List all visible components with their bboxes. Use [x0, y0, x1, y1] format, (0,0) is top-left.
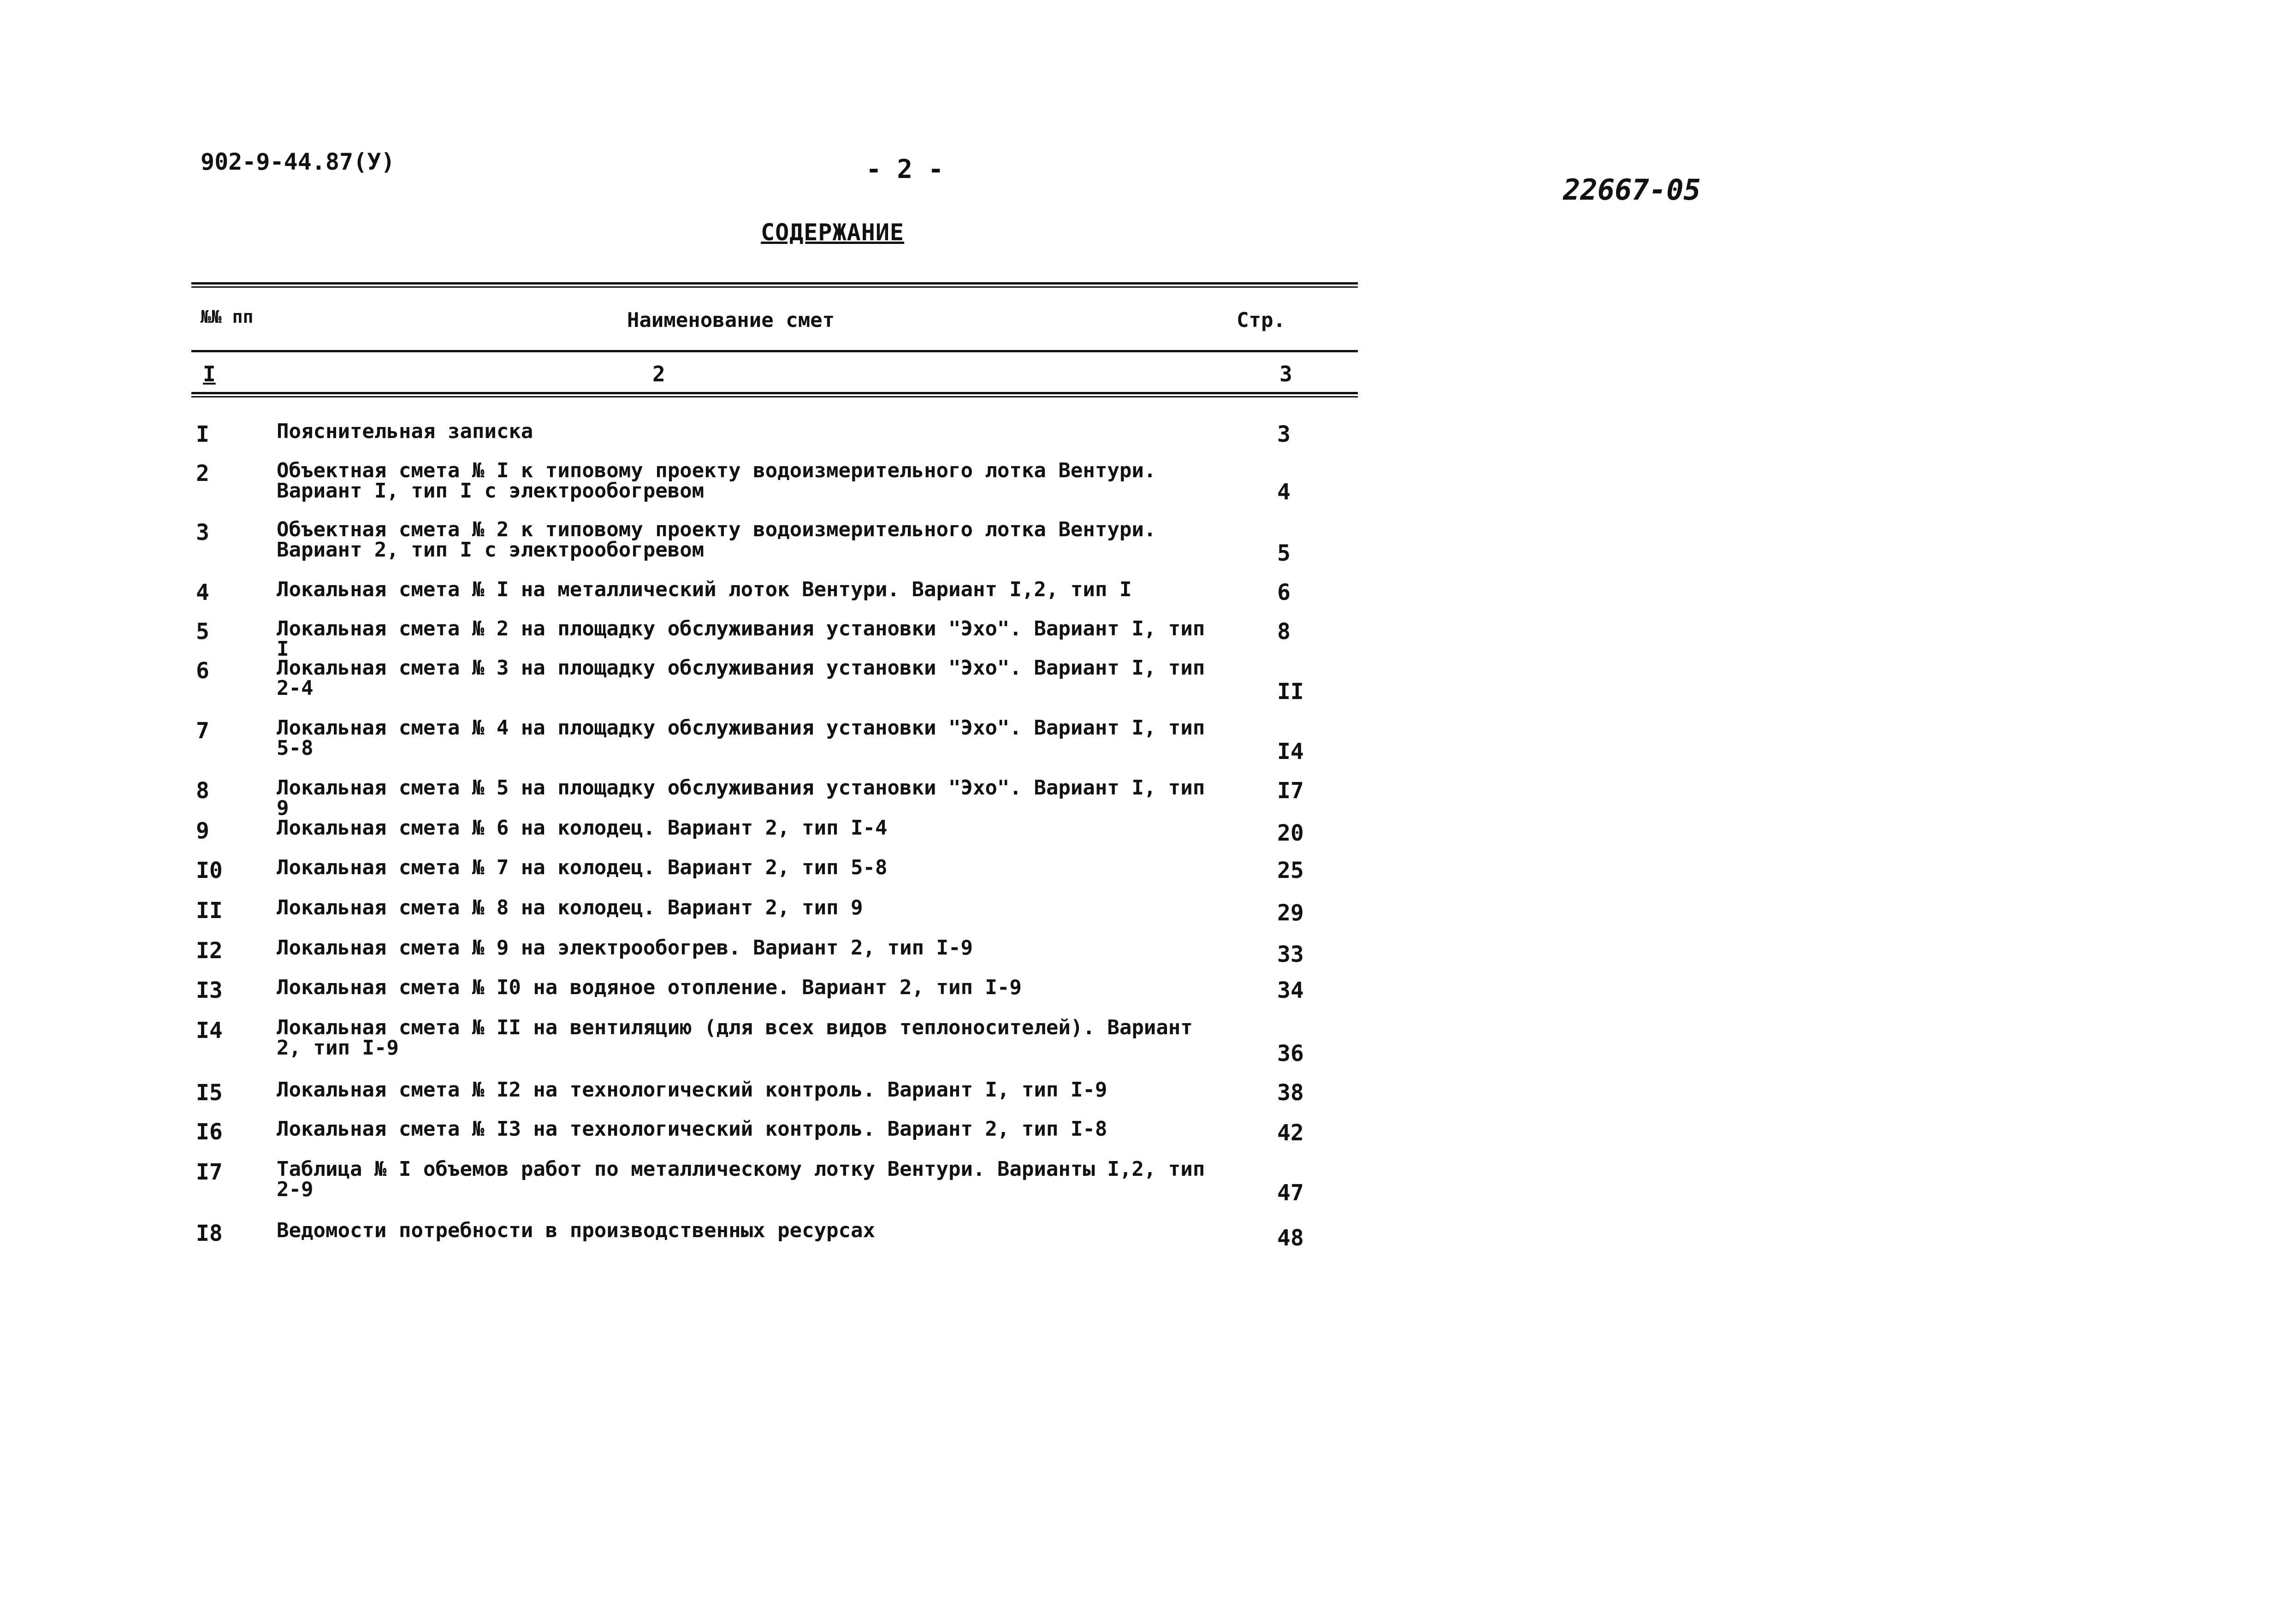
row-number: I6 — [196, 1119, 223, 1145]
row-page: 42 — [1277, 1120, 1304, 1146]
row-page: 25 — [1277, 858, 1304, 883]
row-page: 33 — [1277, 942, 1304, 967]
row-number: 5 — [196, 619, 209, 645]
row-page: 36 — [1277, 1041, 1304, 1067]
row-title: Локальная смета № II на вентиляцию (для всех видов теплоносителей). Вариант 2, тип I-9 — [277, 1016, 1193, 1060]
column-number-2: 2 — [652, 362, 665, 386]
row-number: I7 — [196, 1159, 223, 1185]
top-rule — [191, 282, 1358, 288]
row-page: 20 — [1277, 820, 1304, 846]
row-number: 3 — [196, 520, 209, 545]
archive-number: 22667-05 — [1563, 173, 1701, 207]
row-page: 48 — [1277, 1225, 1304, 1251]
row-number: 6 — [196, 658, 209, 684]
row-number: II — [196, 898, 223, 924]
row-title: Локальная смета № 6 на колодец. Вариант 2, тип I-4 — [277, 816, 888, 840]
row-page: 6 — [1277, 580, 1291, 605]
row-title: Таблица № I объемов работ по металлическому лотку Вентури. Варианты I,2, тип 2-9 — [277, 1157, 1205, 1201]
row-number: 4 — [196, 580, 209, 605]
row-title: Объектная смета № 2 к типовому проекту водоизмерительного лотка Вентури. Вариант 2, тип I с электрообогревом — [277, 518, 1156, 562]
document-code: 902-9-44.87(У) — [201, 148, 395, 175]
column-header-page: Стр. — [1237, 308, 1285, 332]
column-number-rule — [191, 392, 1358, 397]
row-title: Локальная смета № 2 на площадку обслуживания установки "Эхо". Вариант I, тип I — [277, 617, 1205, 661]
row-page: 8 — [1277, 619, 1291, 645]
row-number: I4 — [196, 1018, 223, 1043]
table-header — [191, 288, 1358, 350]
row-number: 7 — [196, 718, 209, 744]
row-page: 47 — [1277, 1180, 1304, 1206]
row-title: Локальная смета № I2 на технологический контроль. Вариант I, тип I-9 — [277, 1078, 1108, 1102]
row-number: I — [196, 421, 209, 447]
row-title: Локальная смета № 5 на площадку обслуживания установки "Эхо". Вариант I, тип 9 — [277, 776, 1205, 820]
row-title: Ведомости потребности в производственных ресурсах — [277, 1219, 876, 1242]
row-page: II — [1277, 679, 1304, 705]
row-title: Локальная смета № I0 на водяное отопление. Вариант 2, тип I-9 — [277, 976, 1022, 999]
contents-table — [191, 282, 1358, 1251]
row-page: I4 — [1277, 739, 1304, 765]
row-title: Локальная смета № 8 на колодец. Вариант 2, тип 9 — [277, 896, 863, 919]
row-number: 8 — [196, 778, 209, 804]
row-number: I8 — [196, 1221, 223, 1246]
row-page: 3 — [1277, 421, 1291, 447]
row-title: Локальная смета № I3 на технологический контроль. Вариант 2, тип I-8 — [277, 1117, 1108, 1141]
row-title: Объектная смета № I к типовому проекту водоизмерительного лотка Вентури. Вариант I, тип I с электрообогревом — [277, 459, 1156, 503]
column-header-number: №№ пп — [201, 307, 254, 327]
column-header-name: Наименование смет — [627, 308, 835, 332]
row-number: 9 — [196, 818, 209, 844]
row-number: I5 — [196, 1080, 223, 1106]
column-number-1: I — [203, 362, 216, 386]
row-title: Пояснительная записка — [277, 420, 533, 443]
row-title: Локальная смета № 7 на колодец. Вариант 2, тип 5-8 — [277, 856, 888, 879]
row-page: 34 — [1277, 978, 1304, 1003]
row-number: I2 — [196, 938, 223, 964]
row-page: 29 — [1277, 900, 1304, 926]
row-number: I0 — [196, 858, 223, 883]
row-page: 5 — [1277, 540, 1291, 566]
row-number: 2 — [196, 461, 209, 486]
row-title: Локальная смета № I на металлический лоток Вентури. Вариант I,2, тип I — [277, 578, 1132, 601]
page-title: СОДЕРЖАНИЕ — [761, 219, 905, 246]
row-title: Локальная смета № 4 на площадку обслуживания установки "Эхо". Вариант I, тип 5-8 — [277, 716, 1205, 760]
row-page: 4 — [1277, 479, 1291, 505]
column-number-3: 3 — [1279, 362, 1292, 386]
row-number: I3 — [196, 978, 223, 1003]
row-page: 38 — [1277, 1080, 1304, 1106]
column-number-row — [191, 352, 1358, 392]
row-page: I7 — [1277, 778, 1304, 804]
page-number: - 2 - — [866, 154, 944, 184]
row-title: Локальная смета № 9 на электрообогрев. Вариант 2, тип I-9 — [277, 936, 973, 960]
row-title: Локальная смета № 3 на площадку обслуживания установки "Эхо". Вариант I, тип 2-4 — [277, 656, 1205, 700]
